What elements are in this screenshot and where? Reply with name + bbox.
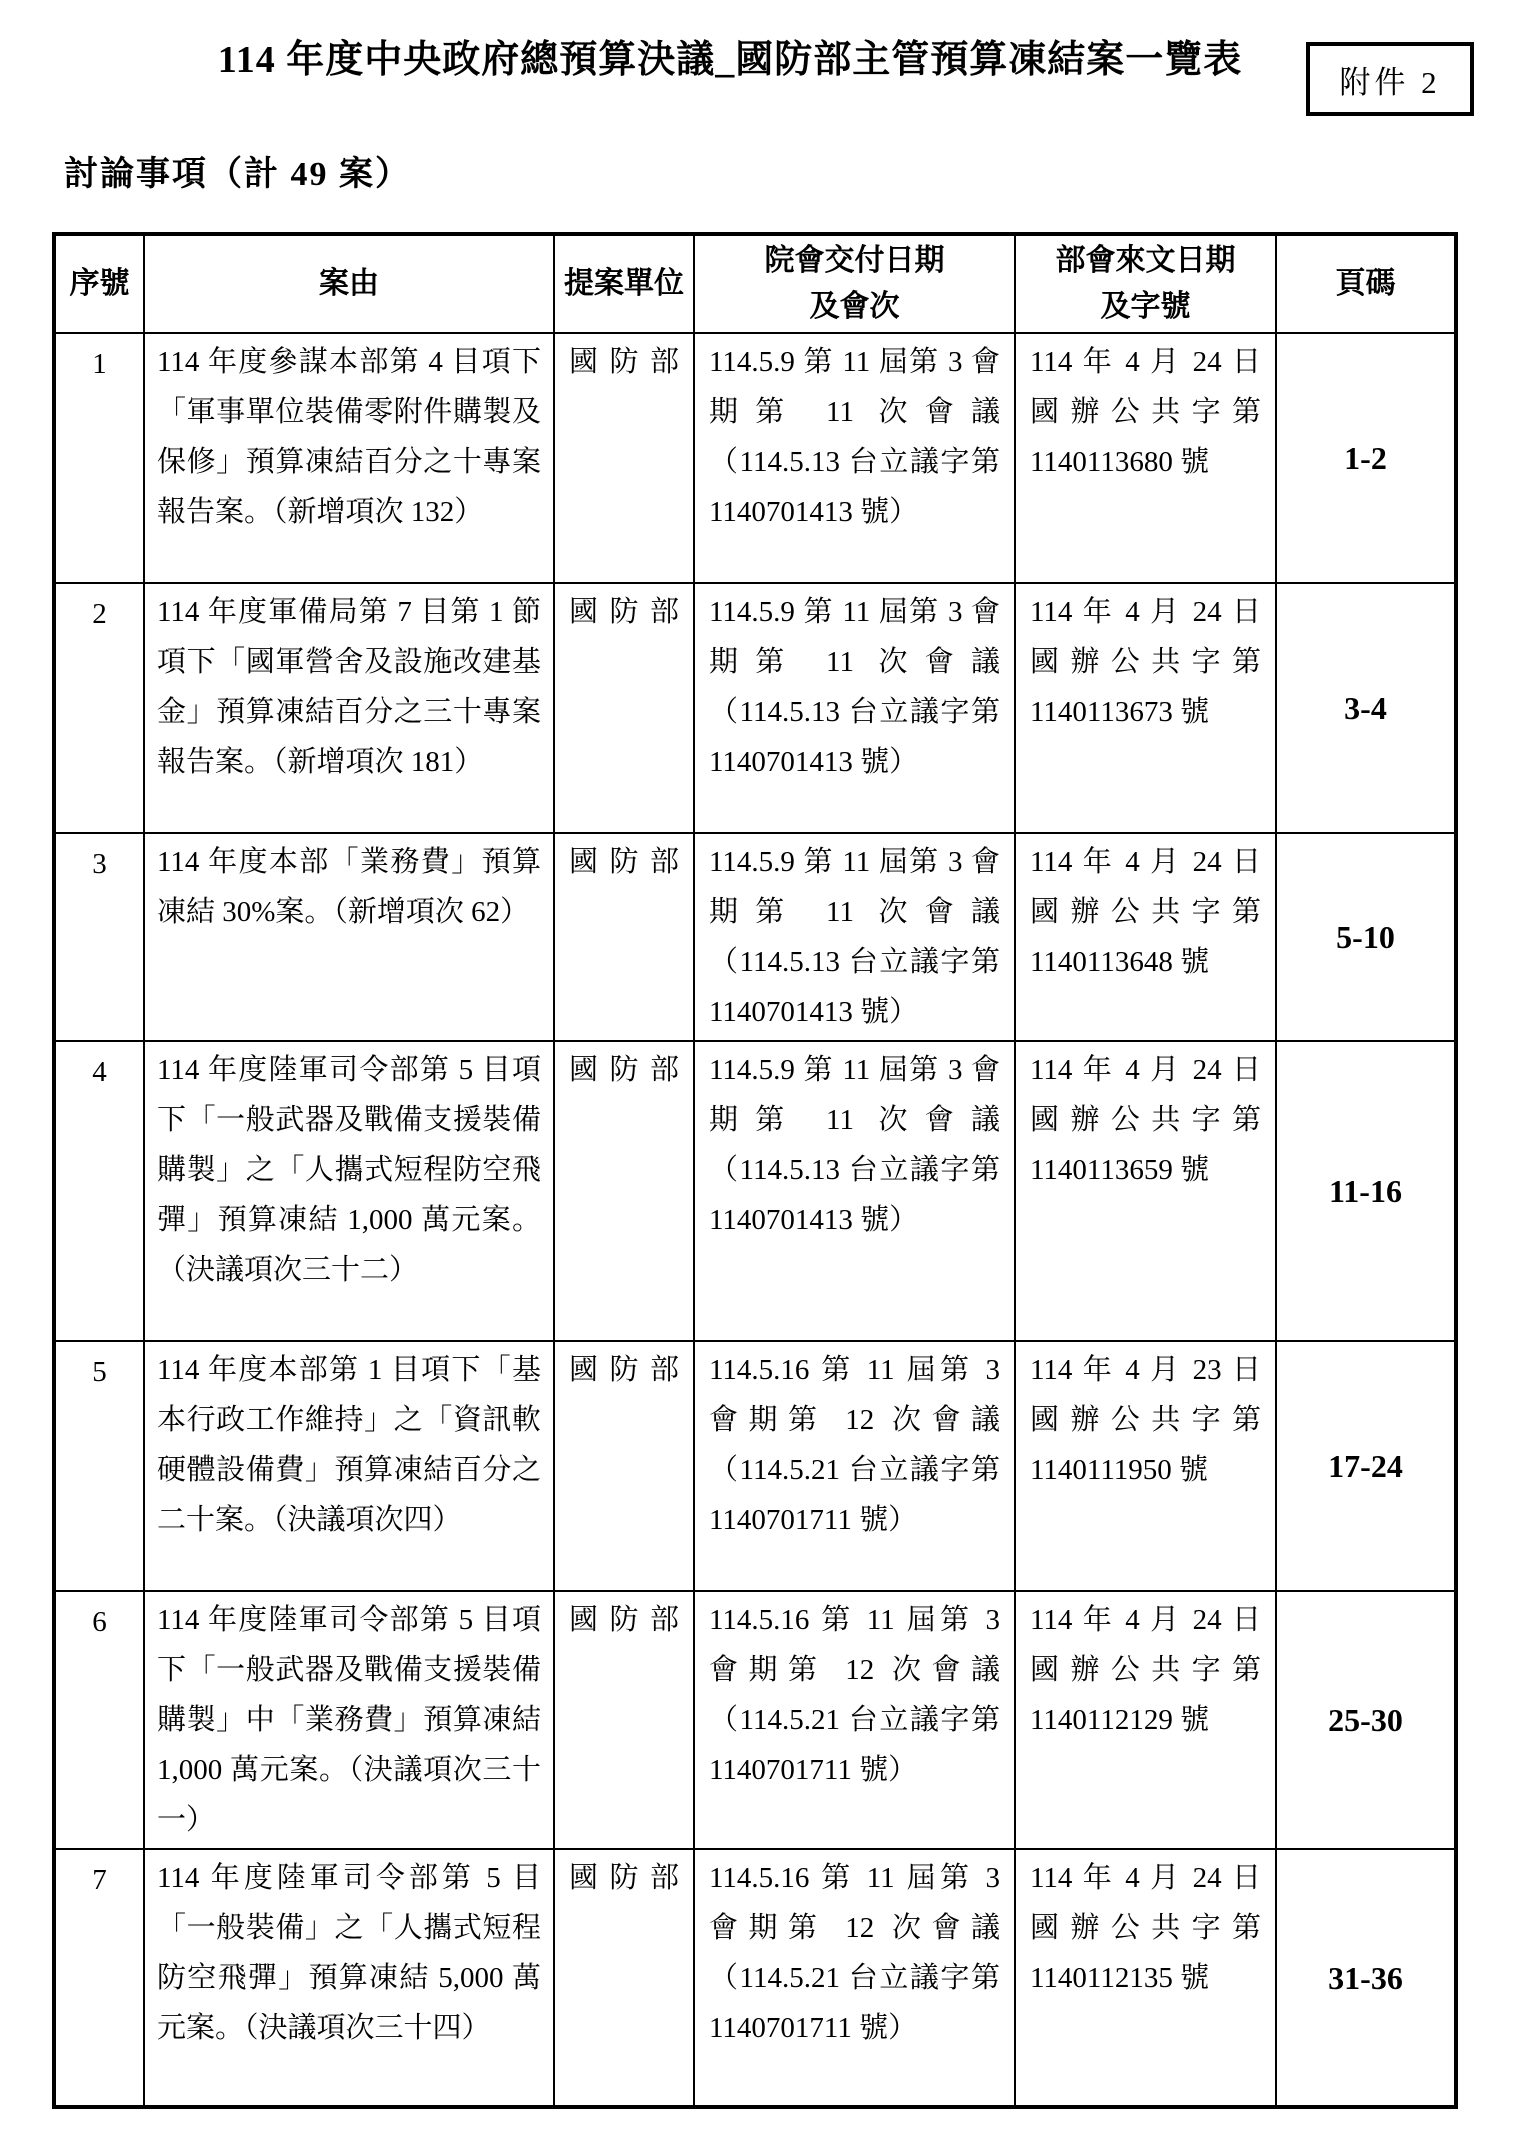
column-header-ministry-doc bbox=[1015, 234, 1276, 333]
case-pages: 17-24 bbox=[1276, 1341, 1456, 1591]
case-proposer: 國防部 bbox=[554, 833, 694, 1041]
case-serial: 4 bbox=[54, 1041, 144, 1341]
table-row bbox=[54, 1041, 1456, 1341]
column-header-ministry-line2: 及字號 bbox=[1100, 290, 1191, 323]
case-ministry-doc: 114 年 4 月 24 日國辦公共字第 1140112129 號 bbox=[1015, 1591, 1276, 1849]
case-description: 114 年度本部第 1 目項下「基本行政工作維持」之「資訊軟硬體設備費」預算凍結百分之二十案。（決議項次四） bbox=[144, 1341, 554, 1591]
case-proposer: 國防部 bbox=[554, 1041, 694, 1341]
case-serial: 7 bbox=[54, 1849, 144, 2107]
table-header-row bbox=[54, 234, 1456, 333]
case-serial: 5 bbox=[54, 1341, 144, 1591]
attachment-badge-label: 附件 2 bbox=[1339, 64, 1441, 100]
cases-table bbox=[52, 232, 1458, 2109]
case-assembly-date: 114.5.9 第 11 屆第 3 會期第 11 次會議（114.5.13 台立議字第 1140701413 號） bbox=[694, 1041, 1015, 1341]
case-pages: 11-16 bbox=[1276, 1041, 1456, 1341]
case-pages: 1-2 bbox=[1276, 333, 1456, 583]
table-row bbox=[54, 1341, 1456, 1591]
case-serial: 2 bbox=[54, 583, 144, 833]
case-pages: 31-36 bbox=[1276, 1849, 1456, 2107]
case-ministry-doc: 114 年 4 月 24 日國辦公共字第 1140113648 號 bbox=[1015, 833, 1276, 1041]
column-header-assembly-date bbox=[694, 234, 1015, 333]
column-header-assembly-line1: 院會交付日期 bbox=[764, 244, 945, 277]
case-serial: 3 bbox=[54, 833, 144, 1041]
column-header-pages: 頁碼 bbox=[1276, 234, 1456, 333]
case-description: 114 年度陸軍司令部第 5 目項下「一般武器及戰備支援裝備購製」之「人攜式短程防空飛彈」預算凍結 1,000 萬元案。（決議項次三十二） bbox=[144, 1041, 554, 1341]
case-assembly-date: 114.5.16 第 11 屆第 3 會期第 12 次會議（114.5.21 台立議字第 1140701711 號） bbox=[694, 1849, 1015, 2107]
section-heading: 討論事項（計 49 案） bbox=[64, 156, 411, 193]
case-assembly-date: 114.5.16 第 11 屆第 3 會期第 12 次會議（114.5.21 台立議字第 1140701711 號） bbox=[694, 1591, 1015, 1849]
case-proposer: 國防部 bbox=[554, 1591, 694, 1849]
case-ministry-doc: 114 年 4 月 24 日國辦公共字第 1140112135 號 bbox=[1015, 1849, 1276, 2107]
case-ministry-doc: 114 年 4 月 24 日國辦公共字第 1140113680 號 bbox=[1015, 333, 1276, 583]
case-proposer: 國防部 bbox=[554, 583, 694, 833]
case-pages: 25-30 bbox=[1276, 1591, 1456, 1849]
column-header-assembly-line2: 及會次 bbox=[809, 290, 900, 323]
case-ministry-doc: 114 年 4 月 24 日國辦公共字第 1140113673 號 bbox=[1015, 583, 1276, 833]
case-assembly-date: 114.5.9 第 11 屆第 3 會期第 11 次會議（114.5.13 台立議字第 1140701413 號） bbox=[694, 583, 1015, 833]
table-row bbox=[54, 1849, 1456, 2107]
table-row bbox=[54, 1591, 1456, 1849]
column-header-proposer: 提案單位 bbox=[554, 234, 694, 333]
case-ministry-doc: 114 年 4 月 24 日國辦公共字第 1140113659 號 bbox=[1015, 1041, 1276, 1341]
column-header-case: 案由 bbox=[144, 234, 554, 333]
table-row bbox=[54, 833, 1456, 1041]
column-header-serial: 序號 bbox=[54, 234, 144, 333]
attachment-badge bbox=[1306, 42, 1474, 116]
case-proposer: 國防部 bbox=[554, 1849, 694, 2107]
table-row bbox=[54, 333, 1456, 583]
case-pages: 3-4 bbox=[1276, 583, 1456, 833]
case-ministry-doc: 114 年 4 月 23 日國辦公共字第 1140111950 號 bbox=[1015, 1341, 1276, 1591]
case-assembly-date: 114.5.16 第 11 屆第 3 會期第 12 次會議（114.5.21 台立議字第 1140701711 號） bbox=[694, 1341, 1015, 1591]
case-assembly-date: 114.5.9 第 11 屆第 3 會期第 11 次會議（114.5.13 台立議字第 1140701413 號） bbox=[694, 833, 1015, 1041]
table-row bbox=[54, 583, 1456, 833]
case-description: 114 年度參謀本部第 4 目項下「軍事單位裝備零附件購製及保修」預算凍結百分之十專案報告案。（新增項次 132） bbox=[144, 333, 554, 583]
case-assembly-date: 114.5.9 第 11 屆第 3 會期第 11 次會議（114.5.13 台立議字第 1140701413 號） bbox=[694, 333, 1015, 583]
page-title: 114 年度中央政府總預算決議_國防部主管預算凍結案一覽表 bbox=[217, 39, 1243, 81]
case-pages: 5-10 bbox=[1276, 833, 1456, 1041]
case-serial: 6 bbox=[54, 1591, 144, 1849]
case-description: 114 年度本部「業務費」預算凍結 30%案。（新增項次 62） bbox=[144, 833, 554, 1041]
case-serial: 1 bbox=[54, 333, 144, 583]
column-header-ministry-line1: 部會來文日期 bbox=[1055, 244, 1236, 277]
case-proposer: 國防部 bbox=[554, 1341, 694, 1591]
case-description: 114 年度陸軍司令部第 5 目「一般裝備」之「人攜式短程防空飛彈」預算凍結 5,000 萬元案。（決議項次三十四） bbox=[144, 1849, 554, 2107]
case-description: 114 年度軍備局第 7 目第 1 節項下「國軍營舍及設施改建基金」預算凍結百分之三十專案報告案。（新增項次 181） bbox=[144, 583, 554, 833]
case-description: 114 年度陸軍司令部第 5 目項下「一般武器及戰備支援裝備購製」中「業務費」預算凍結 1,000 萬元案。（決議項次三十一） bbox=[144, 1591, 554, 1849]
case-proposer: 國防部 bbox=[554, 333, 694, 583]
